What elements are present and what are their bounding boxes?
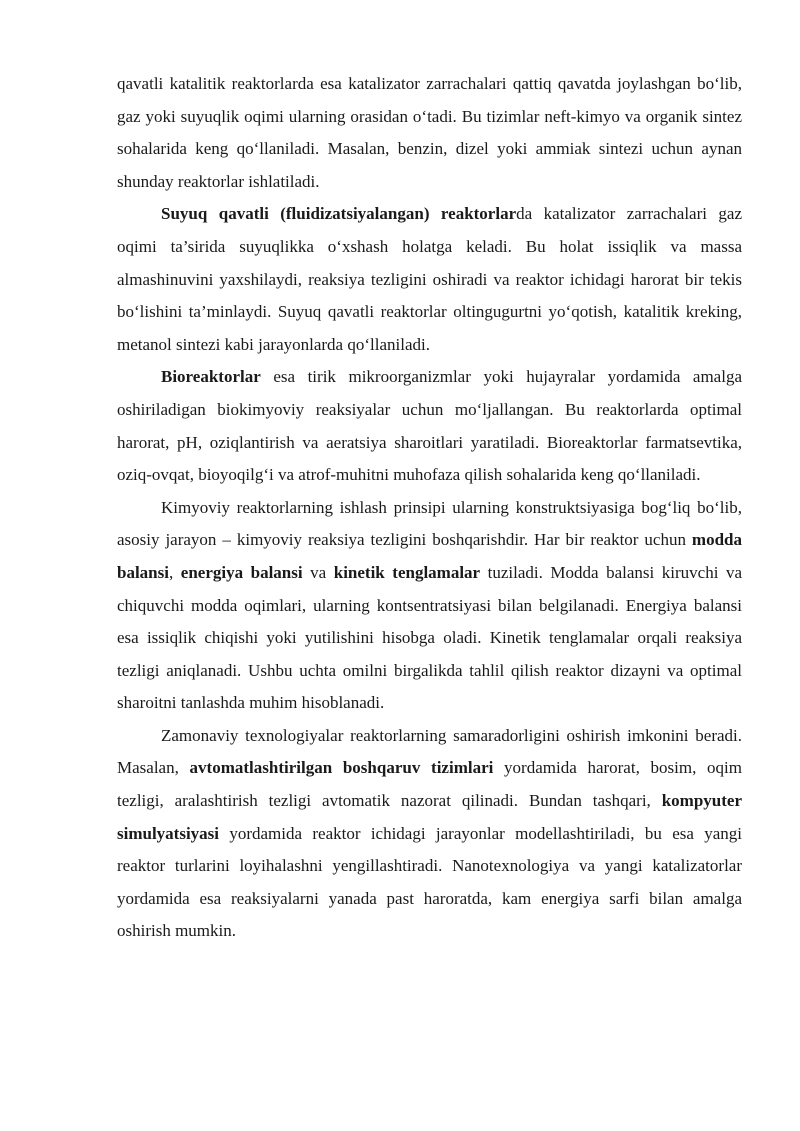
paragraph-text: qavatli katalitik reaktorlarda esa katalizator zarrachalari qattiq qavatda joylashgan bo‘lib, gaz yoki suyuqlik oqimi ularning orasidan o‘tadi. Bu tizimlar neft-kimyo va organik sintez sohalarida keng qo‘llaniladi. Masalan, benzin, dizel yoki ammiak sintezi uchun aynan shunday reaktorlar ishlatiladi.: [117, 74, 742, 191]
paragraph-text: esa tirik mikroorganizmlar yoki hujayralar yordamida amalga oshiriladigan biokimyoviy reaksiyalar uchun mo‘ljallangan. Bu reaktorlarda optimal harorat, pH, oziqlantirish va aeratsiya sharoitlari yaratiladi. Bioreaktorlar farmatsevtika, oziq-ovqat, bioyoqilg‘i va atrof-muhitni muhofaza qilish sohalarida keng qo‘llaniladi.: [117, 367, 742, 485]
paragraph-text: yordamida reaktor ichidagi jarayonlar modellashtiriladi, bu esa yangi reaktor turlarini loyihalashni yengillashtiradi. Nanotexnologiya va yangi katalizatorlar yordamida esa reaksiyalarni yanada past haroratda, kam energiya sarfi bilan amalga oshirish mumkin.: [117, 823, 742, 941]
paragraph-text: tuziladi. Modda balansi kiruvchi va chiquvchi modda oqimlari, ularning kontsentratsiyasi bilan belgilanadi. Energiya balansi esa issiqlik chiqishi yoki yutilishini hisobga oladi. Kinetik tenglamalar orqali reaksiya tezligi aniqlanadi. Ushbu uchta omilni birgalikda tahlil qilish reaktor dizayni va optimal sharoitni tanlashda muhim hisoblanadi.: [117, 562, 743, 713]
document-page: [117, 68, 742, 948]
term-automated-control: avtomatlashtirilgan boshqaruv tizimlari: [189, 758, 494, 778]
paragraph-text: Kimyoviy reaktorlarning ishlash prinsipi ularning konstruktsiyasiga bog‘liq bo‘lib, asosiy jarayon – kimyoviy reaksiya tezligini boshqarishdir. Har bir reaktor uchun: [117, 497, 742, 550]
term-energy-balance: energiya balansi: [180, 562, 303, 582]
paragraph-text: Zamonaviy texnologiyalar reaktorlarning samaradorligini oshirish imkonini beradi. Masalan,: [117, 725, 742, 778]
term-bioreactors: Bioreaktorlar: [161, 367, 261, 387]
term-computer-simulation: kompyuter simulyatsiyasi: [117, 791, 742, 843]
paragraph-fluidized-bed-reactors: [117, 198, 742, 361]
paragraph-operating-principle: [117, 492, 742, 720]
term-fluidized-reactors: Suyuq qavatli (fluidizatsiyalangan) reaktorlar: [161, 204, 517, 224]
paragraph-text: ,: [168, 562, 181, 582]
paragraph-text: yordamida harorat, bosim, oqim tezligi, aralashtirish tezligi avtomatik nazorat qilinadi. Bundan tashqari,: [117, 758, 742, 811]
paragraph-text: da katalizator zarrachalari gaz oqimi ta’sirida suyuqlikka o‘xshash holatga keladi. Bu holat issiqlik va massa almashinuvini yaxshilaydi, reaksiya tezligini oshiradi va reaktor ichidagi harorat bir tekis bo‘lishini ta’minlaydi. Suyuq qavatli reaktorlar oltingugurtni yo‘qotish, katalitik kreking, metanol sintezi kabi jarayonlarda qo‘llaniladi.: [117, 204, 742, 354]
term-kinetic-equations: kinetik tenglamalar: [333, 562, 481, 582]
term-mass-balance: modda balansi: [117, 530, 742, 582]
paragraph-modern-technologies: [117, 720, 742, 948]
paragraph-fixed-bed-reactors: [117, 68, 742, 198]
paragraph-bioreactors: [117, 361, 742, 491]
paragraph-text: va: [302, 562, 334, 582]
